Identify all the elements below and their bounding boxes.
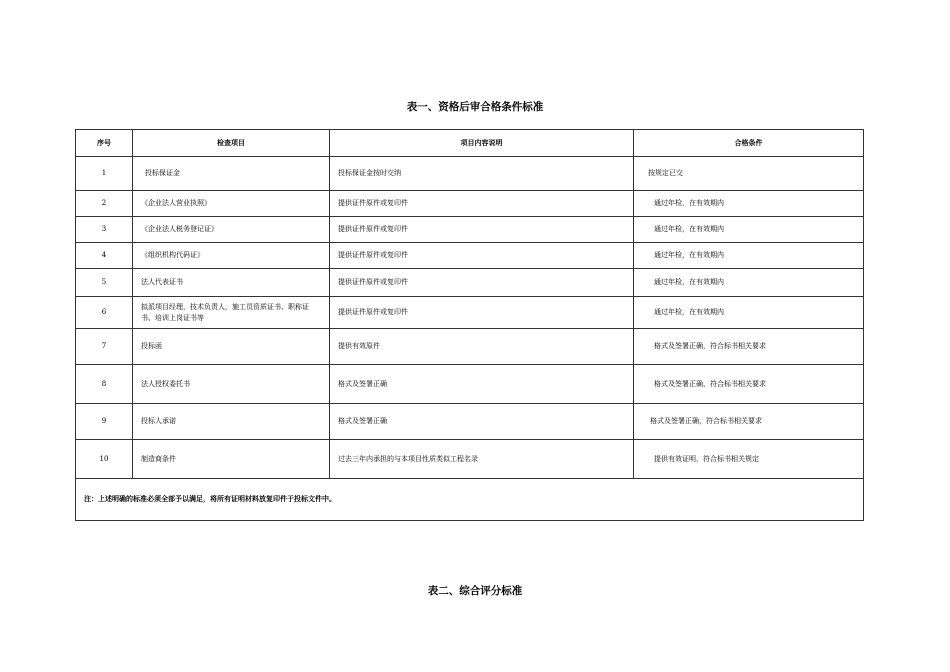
table1-title: 表一、资格后审合格条件标准	[406, 101, 544, 113]
row-item: 投标保证金	[133, 157, 330, 191]
row-no: 2	[76, 191, 133, 217]
table-row	[76, 157, 864, 191]
row-no: 8	[76, 365, 133, 404]
qualification-table	[75, 129, 864, 521]
row-desc: 提供有效原件	[330, 329, 634, 365]
table-row	[76, 297, 864, 329]
row-cond: 按规定已交	[634, 157, 864, 191]
row-item: 《企业法人税务登记证》	[133, 217, 330, 243]
row-item: 《组织机构代码证》	[133, 243, 330, 269]
table2-title: 表二、综合评分标准	[427, 585, 523, 597]
row-item: 《企业法人营业执照》	[133, 191, 330, 217]
row-no: 6	[76, 297, 133, 329]
row-desc: 过去三年内承担的与本项目性质类似工程名录	[330, 440, 634, 479]
row-desc: 提供证件原件或复印件	[330, 243, 634, 269]
row-cond: 通过年检，在有效期内	[634, 243, 864, 269]
row-cond: 通过年检，在有效期内	[634, 217, 864, 243]
row-item: 法人授权委托书	[133, 365, 330, 404]
table-header-row	[76, 130, 864, 157]
row-no: 9	[76, 404, 133, 440]
table-row	[76, 440, 864, 479]
table-note-row	[76, 479, 864, 521]
row-desc: 提供证件原件或复印件	[330, 297, 634, 329]
row-item: 投标函	[133, 329, 330, 365]
row-no: 1	[76, 157, 133, 191]
table-row	[76, 365, 864, 404]
row-desc: 提供证件原件或复印件	[330, 269, 634, 297]
header-desc: 项目内容说明	[330, 130, 634, 157]
row-no: 5	[76, 269, 133, 297]
row-desc: 格式及签署正确	[330, 404, 634, 440]
row-no: 4	[76, 243, 133, 269]
row-desc: 提供证件原件或复印件	[330, 217, 634, 243]
header-no: 序号	[76, 130, 133, 157]
row-desc: 投标保证金按时交纳	[330, 157, 634, 191]
table-row	[76, 269, 864, 297]
row-no: 7	[76, 329, 133, 365]
table-row	[76, 404, 864, 440]
row-cond: 通过年检，在有效期内	[634, 269, 864, 297]
row-cond: 通过年检，在有效期内	[634, 191, 864, 217]
table-row	[76, 329, 864, 365]
table-note: 注：上述明确的标准必须全部予以满足，将所有证明材料放复印件于投标文件中。	[76, 479, 864, 521]
header-cond: 合格条件	[634, 130, 864, 157]
row-cond: 通过年检，在有效期内	[634, 297, 864, 329]
row-cond: 格式及签署正确，符合标书相关要求	[634, 365, 864, 404]
row-desc: 格式及签署正确	[330, 365, 634, 404]
row-no: 10	[76, 440, 133, 479]
table-row	[76, 243, 864, 269]
row-cond: 格式及签署正确，符合标书相关要求	[634, 329, 864, 365]
row-desc: 提供证件原件或复印件	[330, 191, 634, 217]
row-cond: 格式及签署正确，符合标书相关要求	[634, 404, 864, 440]
row-item: 拟派项目经理，技术负责人，施工员资质证书、职称证书、培训上岗证书等	[133, 297, 330, 329]
row-item: 制造商条件	[133, 440, 330, 479]
row-item: 法人代表证书	[133, 269, 330, 297]
row-cond: 提供有效证明，符合标书相关规定	[634, 440, 864, 479]
table-row	[76, 217, 864, 243]
table-row	[76, 191, 864, 217]
row-item: 投标人承诺	[133, 404, 330, 440]
row-no: 3	[76, 217, 133, 243]
header-item: 检查项目	[133, 130, 330, 157]
